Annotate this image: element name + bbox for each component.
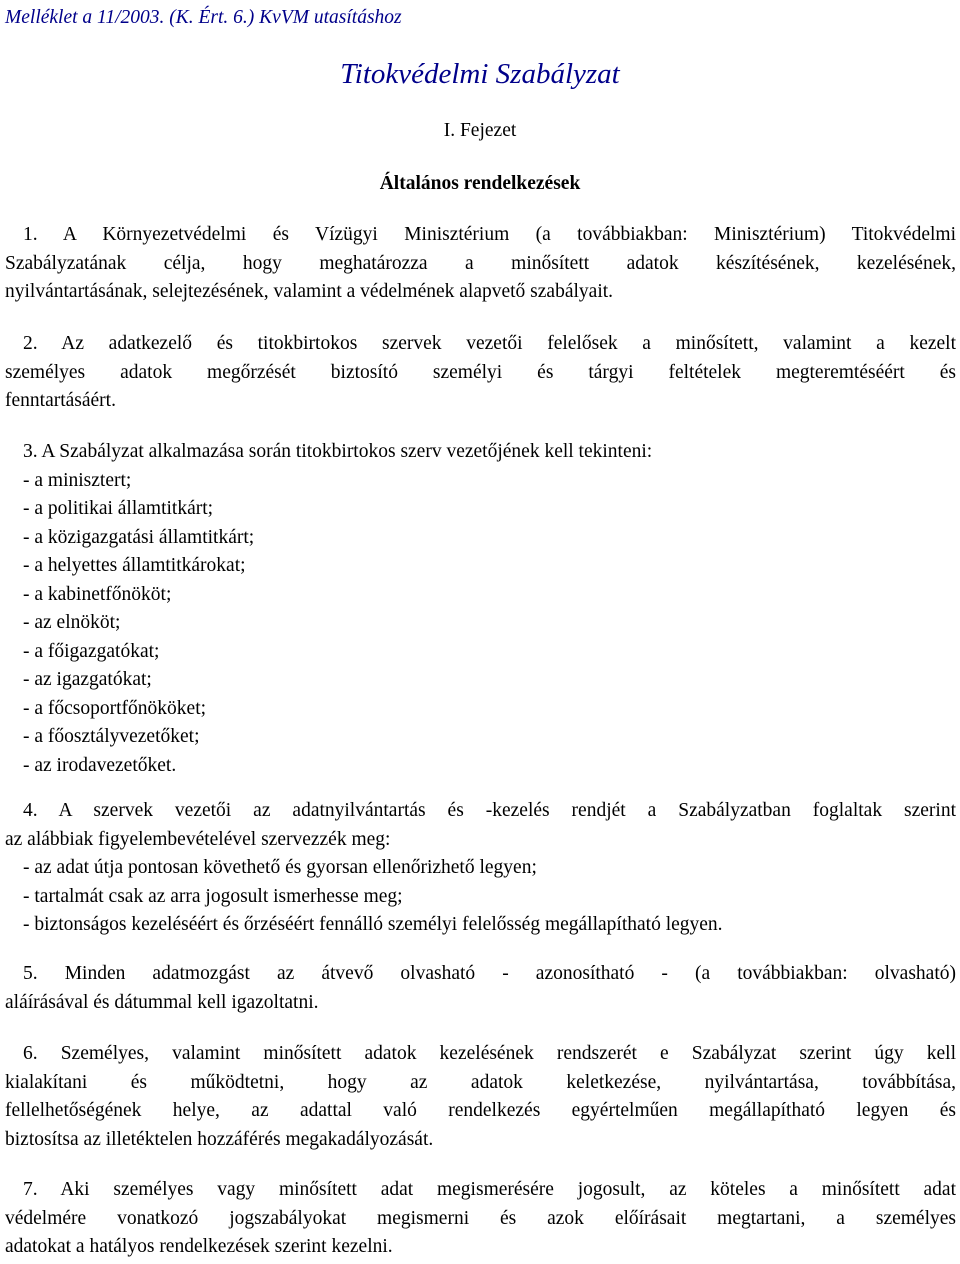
- paragraph-line: 7. Aki személyes vagy minősített adat megismerésére jogosult, az köteles a minősített adat: [23, 1179, 956, 1200]
- paragraph-line: 4. A szervek vezetői az adatnyilvántartás és -kezelés rendjét a Szabályzatban foglaltak szerint: [23, 800, 956, 821]
- list-item: - biztonságos kezeléséért és őrzéséért fennálló személyi felelősség megállapítható legyen.: [23, 914, 723, 935]
- paragraph-line: személyes adatok megőrzését biztosító személyi és tárgyi feltételek megteremtéséért és: [5, 361, 956, 383]
- list-item: - a főcsoportfőnököket;: [23, 697, 207, 719]
- paragraph-line: védelmére vonatkozó jogszabályokat megismerni és azok előírásait megtartani, a személyes: [5, 1207, 956, 1229]
- paragraph-6: [5, 1040, 956, 1154]
- paragraph-1: [5, 221, 956, 307]
- document-title: Titokvédelmi Szabályzat: [340, 58, 620, 90]
- paragraph-7: [5, 1176, 956, 1262]
- paragraph-line: nyilvántartásának, selejtezésének, valamint a védelmének alapvető szabályait.: [5, 281, 614, 302]
- paragraph-line: aláírásával és dátummal kell igazoltatni.: [5, 991, 319, 1013]
- list-item: - a helyettes államtitkárokat;: [23, 555, 246, 576]
- list-item: - az adat útja pontosan követhető és gyorsan ellenőrizhető legyen;: [23, 857, 537, 878]
- list-item: - tartalmát csak az arra jogosult ismerhesse meg;: [23, 885, 403, 907]
- paragraph-line: az alábbiak figyelembevételével szervezzék meg:: [5, 828, 391, 850]
- paragraph-line: 6. Személyes, valamint minősített adatok kezelésének rendszerét e Szabályzat szerint úgy kell: [23, 1043, 956, 1064]
- paragraph-line: 2. Az adatkezelő és titokbirtokos szervek vezetői felelősek a minősített, valamint a kezelt: [23, 333, 956, 354]
- list-item: - a politikai államtitkárt;: [23, 498, 214, 519]
- list-item: - a főosztályvezetőket;: [23, 726, 200, 747]
- paragraph-3: [5, 438, 956, 780]
- chapter-number: I. Fejezet: [443, 120, 517, 141]
- paragraph-line: fenntartásáért.: [5, 390, 116, 411]
- paragraph-line: adatokat a hatályos rendelkezések szerint kezelni.: [5, 1236, 393, 1257]
- list-item: - az irodavezetőket.: [23, 754, 177, 776]
- list-item: - a főigazgatókat;: [23, 640, 160, 662]
- list-item: - a kabinetfőnököt;: [23, 583, 172, 605]
- paragraph-line: 1. A Környezetvédelmi és Vízügyi Minisztérium (a továbbiakban: Minisztérium) Titokvédelmi: [23, 224, 956, 245]
- paragraph-5: [5, 960, 956, 1017]
- paragraph-2: [5, 330, 956, 416]
- paragraph-line: Szabályzatának célja, hogy meghatározza a minősített adatok készítésének, kezelésének,: [5, 252, 956, 274]
- list-item: - az igazgatókat;: [23, 669, 152, 690]
- paragraph-line: 5. Minden adatmozgást az átvevő olvasható - azonosítható - (a továbbiakban: olvasható): [23, 963, 956, 984]
- paragraph-line: kialakítani és működtetni, hogy az adatok keletkezése, nyilvántartása, továbbítása,: [5, 1071, 956, 1093]
- paragraph-line: 3. A Szabályzat alkalmazása során titokbirtokos szerv vezetőjének kell tekinteni:: [23, 441, 653, 462]
- document-header-reference: Melléklet a 11/2003. (K. Ért. 6.) KvVM utasításhoz: [5, 7, 402, 28]
- paragraph-4: [5, 797, 956, 940]
- paragraph-line: fellelhetőségének helye, az adattal való rendelkezés egyértelműen megállapítható legyen és: [5, 1100, 956, 1121]
- list-item: - a közigazgatási államtitkárt;: [23, 526, 255, 548]
- paragraph-line: biztosítsa az illetéktelen hozzáférés megakadályozását.: [5, 1128, 434, 1150]
- list-item: - az elnököt;: [23, 612, 121, 633]
- list-item: - a minisztert;: [23, 469, 132, 491]
- chapter-heading: Általános rendelkezések: [379, 173, 581, 194]
